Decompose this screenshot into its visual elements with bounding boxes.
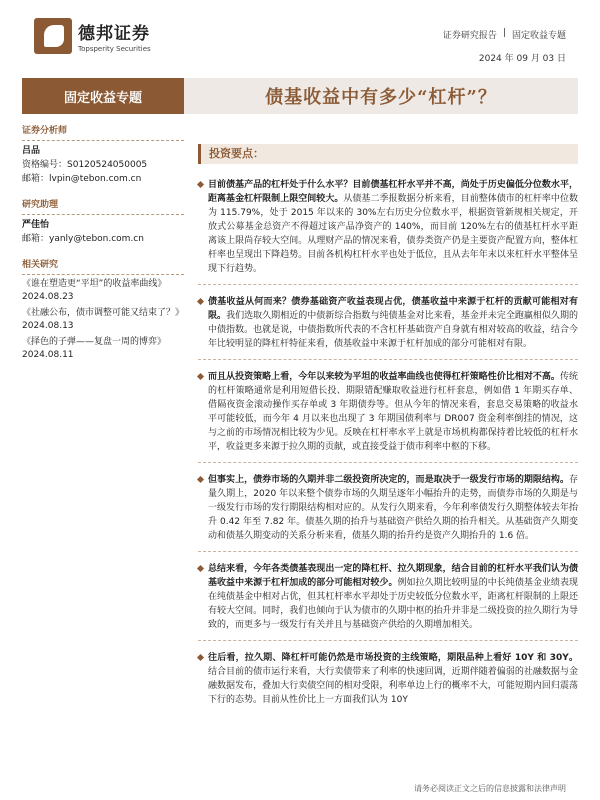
key-point-body: 传统的杠杆策略通常是利用短借长投、期限错配赚取收益进行杠杆套息，例如借 1 年期买存单、借隔夜资金滚动操作买存单或 3 年期债券等。但从今年的情况来看，套息交易策略的收益水平可能较低，而今年 4 月以来也出现了 3 年期国债利率与 DR007 资金利率倒挂的情况，这与之前的市场情况相比较为少见。反映在杠杆率水平上就是市场机构都保持着比较低的杠杆水平，收益更多来源于拉久期的贡献，或直接受益于债市利率中枢的下移。 xyxy=(208,372,578,452)
brand-mark-icon xyxy=(34,18,72,54)
brand-name-en: Topsperity Securities xyxy=(78,45,151,53)
divider xyxy=(198,551,578,552)
document-title: 债基收益中有多少“杠杆”？ xyxy=(265,87,497,108)
analyst-name: 吕品 xyxy=(22,146,41,156)
report-date: 2024 年 09 月 03 日 xyxy=(478,54,566,64)
divider xyxy=(198,462,578,463)
key-point xyxy=(198,370,578,454)
related-title: 《社融公布，债市调整可能又结束了？》 xyxy=(22,308,185,318)
related-heading: 相关研究 xyxy=(22,254,184,275)
main-content xyxy=(198,144,578,721)
key-point xyxy=(198,473,578,543)
key-point-lead: 但事实上，债券市场的久期并非二级投资所决定的，而是取决于一级发行市场的期限结构。 xyxy=(208,475,569,485)
divider xyxy=(198,359,578,360)
key-point-body: 从债基二季报数据分析来看，目前整体债市的杠杆率中位数为 115.79%，处于 2015 年以来的 30%左右历史分位数水平，根据资管新规相关规定，开放式公募基金总资产不得超过该产品净资产的 140%，而目前 120%左右的债基杠杆水平距离该上限尚存较大空间。从理财产品的情况来看，债券类资产仍是主要资产配置方向，整体杠杆率也呈现出下降趋势。目前各机构杠杆水平也处于低位，且从去年年末以来杠杆水平整体呈现下行趋势。 xyxy=(208,194,578,274)
header-meta xyxy=(443,28,566,64)
key-point-lead: 债基收益从何而来？债券基础资产收益表现占优，债基收益中来源于杠杆的贡献可能相对有限。 xyxy=(208,297,578,321)
related-date: 2024.08.11 xyxy=(22,350,74,360)
key-point xyxy=(198,295,578,351)
key-point-body: 我们选取久期相近的中债新综合指数与纯债基金对比来看，基金并未完全跑赢相似久期的中债指数。也就是说，中债指数所代表的不含杠杆基础资产自身就有相对较高的收益，结合今年比较明显的降杠杆特征来看，债基收益中来源于杠杆加成的部分可能相对有限。 xyxy=(208,311,578,349)
key-point-body: 例如拉久期比较明显的中长纯债基金业绩表现在纯债基金中相对占优，但其杠杆率水平却处于历史较低分位数水平，距离杠杆限制的上限还有较大空间。同时，我们也倾向于认为债市的久期中枢的抬升并非是二级投资的拉久期行为导致的，而更多与一级发行有关并且与基础资产供给的久期增加相关。 xyxy=(208,578,578,630)
analyst-email[interactable]: 邮箱：lvpin@tebon.com.cn xyxy=(22,174,142,184)
title-band xyxy=(22,78,578,114)
assistant-heading: 研究助理 xyxy=(22,194,184,215)
key-point-lead: 目前债基产品的杠杆处于什么水平？目前债基杠杆水平并不高，尚处于历史偏低分位数水平，距离基金杠杆限制上限空间较大。 xyxy=(208,180,578,204)
key-point xyxy=(198,562,578,632)
related-item[interactable] xyxy=(22,278,184,304)
category-label: 固定收益专题 xyxy=(22,78,184,114)
analyst-cert: 资格编号：S0120524050005 xyxy=(22,160,148,170)
related-title: 《谁在塑造更“平坦”的收益率曲线》 xyxy=(22,279,167,289)
key-point-body: 结合目前的债市运行来看，大行卖债带来了利率的快速回调，近期伴随着偏弱的社融数据与金融数据发布，叠加大行卖债空间的相对受限，利率单边上行的概率不大，可能短期内回归震荡下行的态势。目前从性价比上一方面我们认为 10Y xyxy=(208,667,578,705)
sidebar xyxy=(22,120,184,370)
related-title: 《择色的子弹——复盘一周的博弈》 xyxy=(22,337,167,347)
brand-name-cn: 德邦证券 xyxy=(78,24,150,44)
related-item[interactable] xyxy=(22,336,184,362)
summary-heading: 投资要点： xyxy=(198,144,578,164)
related-date: 2024.08.13 xyxy=(22,321,74,331)
key-point xyxy=(198,651,578,707)
divider xyxy=(198,284,578,285)
assistant-email[interactable]: 邮箱：yanly@tebon.com.cn xyxy=(22,234,144,244)
footer-disclaimer: 请务必阅读正文之后的信息披露和法律声明 xyxy=(414,784,566,793)
key-point-body: 存量久期上，2020 年以来整个债券市场的久期呈逐年小幅抬升的走势，而债券市场的久期是与一级发行市场的发行期限结构相对应的。从发行久期来看，今年利率债发行久期整体较去年抬升 0.42 年至 7.82 年。债基久期的抬升与基础资产供给久期的抬升相关。从基础资产久期变动和债基久期变动的关系分析来看，债基久期的抬升约是资产久期抬升的 1.6 倍。 xyxy=(208,475,578,541)
key-point-lead: 往后看，拉久期、降杠杆可能仍然是市场投资的主线策略，期限品种上看好 10Y 和 30Y。 xyxy=(208,653,578,663)
key-point-lead: 而且从投资策略上看，今年以来较为平坦的收益率曲线也使得杠杆策略性价比相对不高。 xyxy=(208,372,560,382)
key-point xyxy=(198,178,578,276)
divider xyxy=(198,640,578,641)
related-date: 2024.08.23 xyxy=(22,292,74,302)
brand-logo xyxy=(34,18,151,54)
header-separator: | xyxy=(502,28,506,38)
report-type: 证券研究报告 xyxy=(442,31,497,41)
key-point-lead: 总结来看，今年各类债基表现出一定的降杠杆、拉久期现象，结合目前的杠杆水平我们认为债基收益中来源于杠杆加成的部分可能相对较少。 xyxy=(208,564,578,588)
analyst-heading: 证券分析师 xyxy=(22,120,184,141)
related-item[interactable] xyxy=(22,307,184,333)
assistant-name: 严佳怡 xyxy=(22,220,50,230)
report-category: 固定收益专题 xyxy=(511,31,566,41)
